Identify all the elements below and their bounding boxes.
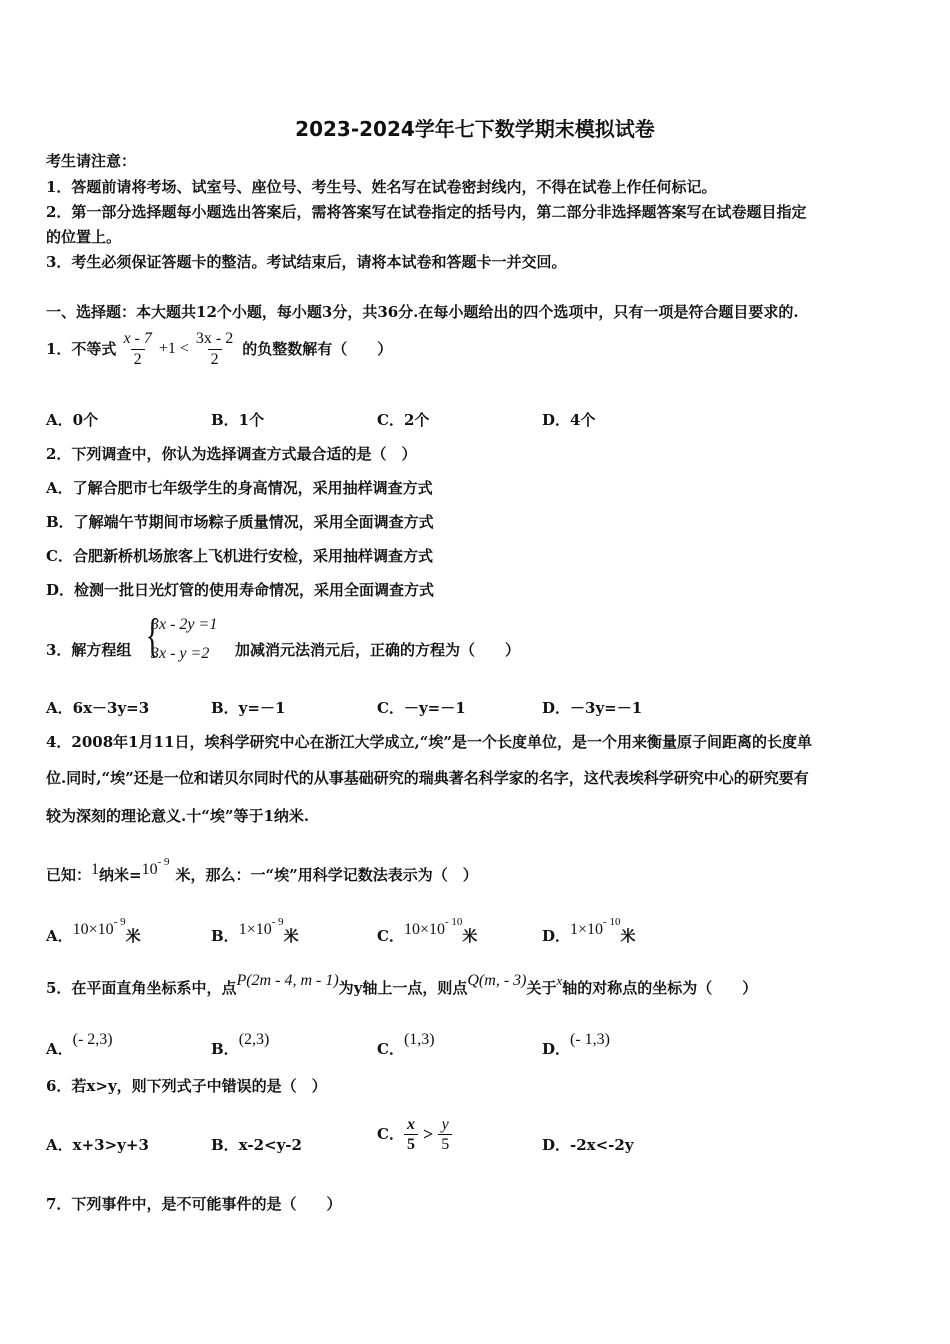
q2-option-a: A．了解合肥市七年级学生的身高情况，采用抽样调查方式 <box>46 479 433 497</box>
q4-option-a-value <box>72 916 126 938</box>
q6-option-b: B．x-2<y-2 <box>211 1136 302 1154</box>
q1-prefix: 1．不等式 <box>46 340 117 358</box>
q6-option-a: A．x+3>y+3 <box>46 1136 149 1154</box>
q5-axis: x <box>556 973 563 988</box>
q4-option-c-exp: - 10 <box>444 916 463 928</box>
notice-heading: 考生请注意： <box>46 152 137 170</box>
q5-option-d-label: D． <box>542 1040 571 1058</box>
q4-option-b-unit: 米 <box>283 927 299 945</box>
q5-option-c-label: C． <box>377 1040 404 1058</box>
q1-rhs-numerator: 3x - 2 <box>195 329 234 347</box>
q2-option-d: D．检测一批日光灯管的使用寿命情况，采用全面调查方式 <box>46 581 435 599</box>
q4-known-base-value: 10 <box>141 861 158 878</box>
q5-option-b <box>211 1030 269 1059</box>
q1-option-a: A．0个 <box>46 411 99 429</box>
q4-option-c <box>377 912 477 946</box>
q4-known-mid: 纳米= <box>99 866 142 884</box>
q6-option-c <box>377 1113 452 1155</box>
q1-option-d: D．4个 <box>542 411 596 429</box>
q5-option-c <box>377 1030 435 1059</box>
q5-option-b-label: B． <box>211 1040 239 1058</box>
q4-option-b <box>211 912 299 946</box>
q5-mid-1: 为y轴上一点，则点 <box>338 979 468 997</box>
q4-known-exponent: - 9 <box>157 856 170 868</box>
q3-option-d: D．－3y=－1 <box>542 699 643 717</box>
q1-rhs-denominator: 2 <box>208 349 222 370</box>
q1-lhs-fraction <box>120 329 154 370</box>
q4-known-suffix: 米，那么：一“埃”用科学记数法表示为（ ） <box>175 866 478 884</box>
q5-option-a-label: A． <box>46 1040 73 1058</box>
q4-option-d-value <box>570 916 621 938</box>
q4-option-d-label: D． <box>542 927 571 945</box>
q4-option-b-label: B． <box>211 927 239 945</box>
q4-option-c-value <box>403 916 463 938</box>
question-6: 6．若x>y，则下列式子中错误的是（ ） <box>46 1077 327 1095</box>
q5-mid-2: 关于 <box>526 979 557 997</box>
q6-option-c-fraction-2 <box>438 1115 452 1154</box>
q3-option-b: B．y=－1 <box>211 699 286 717</box>
q2-option-c: C．合肥新桥机场旅客上飞机进行安检，采用抽样调查方式 <box>46 547 433 565</box>
q5-suffix: 轴的对称点的坐标为（ ） <box>562 979 758 997</box>
question-7: 7．下列事件中，是不可能事件的是（ ） <box>46 1195 342 1213</box>
q4-option-c-unit: 米 <box>462 927 478 945</box>
q1-middle: +1 < <box>158 340 189 357</box>
question-4-line-2: 位.同时,“埃”还是一位和诺贝尔同时代的从事基础研究的瑞典著名科学家的名字，这代表埃科学研究中心的研究要有 <box>46 769 809 787</box>
q4-option-a-exp: - 9 <box>113 916 126 928</box>
q4-option-b-exp: - 9 <box>271 916 284 928</box>
q1-lhs-numerator: x - 7 <box>123 329 152 347</box>
q4-option-d-unit: 米 <box>620 927 636 945</box>
q6-option-c-operator: > <box>422 1124 434 1144</box>
question-5 <box>46 971 757 998</box>
q4-option-c-coef: 10×10 <box>403 921 445 938</box>
q4-option-b-value <box>238 916 284 938</box>
q1-suffix: 的负整数解有（ ） <box>242 340 393 358</box>
q4-option-a-coef: 10×10 <box>72 921 114 938</box>
question-4-line-1: 4．2008年1月11日，埃科学研究中心在浙江大学成立,“埃”是一个长度单位，是一个用来衡量原子间距离的长度单 <box>46 733 812 751</box>
q2-option-b: B．了解端午节期间市场粽子质量情况，采用全面调查方式 <box>46 513 434 531</box>
notice-item-3: 3．考生必须保证答题卡的整洁。考试结束后，请将本试卷和答题卡一并交回。 <box>46 253 567 271</box>
q4-option-a-label: A． <box>46 927 73 945</box>
question-2: 2．下列调查中，你认为选择调查方式最合适的是（ ） <box>46 445 417 463</box>
q3-suffix: 加减消元法消元后，正确的方程为（ ） <box>235 641 521 659</box>
q6-option-c-label: C． <box>377 1125 404 1143</box>
q4-option-c-label: C． <box>377 927 404 945</box>
q5-option-b-value: (2,3) <box>238 1031 270 1048</box>
q5-option-c-value: (1,3) <box>403 1031 435 1048</box>
q6-option-c-num-1: x <box>406 1115 415 1133</box>
q4-option-a <box>46 912 141 946</box>
q4-known-base <box>141 856 170 878</box>
notice-item-2: 2．第一部分选择题每小题选出答案后，需将答案写在试卷指定的括号内，第二部分非选择题答案写在试卷题目指定 <box>46 203 807 221</box>
q4-known-one: 1 <box>91 861 100 878</box>
question-4-line-3: 较为深刻的理论意义.十“埃”等于1纳米. <box>46 807 310 825</box>
q5-option-d-value: (- 1,3) <box>570 1031 610 1048</box>
q4-option-b-coef: 1×10 <box>238 921 272 938</box>
q5-point-q: Q(m, - 3) <box>467 972 527 989</box>
notice-item-1: 1．答题前请将考场、试室号、座位号、考生号、姓名写在试卷密封线内，不得在试卷上作任何标记。 <box>46 178 717 196</box>
q6-option-c-num-2: y <box>441 1115 449 1133</box>
q5-option-d <box>542 1030 610 1059</box>
q1-lhs-denominator: 2 <box>131 349 145 370</box>
notice-item-2-cont: 的位置上。 <box>46 228 122 246</box>
q5-option-a-value: (- 2,3) <box>72 1031 113 1048</box>
section-heading: 一、选择题：本大题共12个小题，每小题3分，共36分.在每小题给出的四个选项中，只有一项是符合题目要求的. <box>46 303 799 321</box>
q4-option-d-exp: - 10 <box>603 916 621 928</box>
q4-known-prefix: 已知： <box>46 866 92 884</box>
q3-option-c: C．－y=－1 <box>377 699 466 717</box>
q6-option-c-expression <box>404 1115 452 1154</box>
q1-option-c: C．2个 <box>377 411 430 429</box>
q4-option-d <box>542 912 635 946</box>
q6-option-c-den-2: 5 <box>438 1134 452 1154</box>
q6-option-d: D．-2x<-2y <box>542 1136 634 1154</box>
q4-option-a-unit: 米 <box>125 927 141 945</box>
question-1 <box>46 327 392 371</box>
q3-option-a: A．6x－3y=3 <box>46 699 150 717</box>
q3-equation-2: 3x - y =2 <box>151 645 210 662</box>
q3-equation-1: 3x - 2y =1 <box>151 616 218 633</box>
q5-option-a <box>46 1030 113 1059</box>
q1-rhs-fraction <box>193 329 236 370</box>
q6-option-c-fraction-1 <box>404 1115 418 1154</box>
q3-brace: { <box>145 609 160 662</box>
q3-prefix: 3．解方程组 <box>46 641 132 659</box>
page-title: 2023-2024学年七下数学期末模拟试卷 <box>295 117 655 141</box>
q4-known <box>46 852 478 885</box>
q4-option-d-coef: 1×10 <box>570 921 604 938</box>
q5-point-p: P(2m - 4, m - 1) <box>236 972 339 989</box>
q1-option-b: B．1个 <box>211 411 265 429</box>
q5-prefix: 5．在平面直角坐标系中，点 <box>46 979 237 997</box>
q6-option-c-den-1: 5 <box>404 1134 418 1154</box>
q1-inequality <box>120 327 236 371</box>
